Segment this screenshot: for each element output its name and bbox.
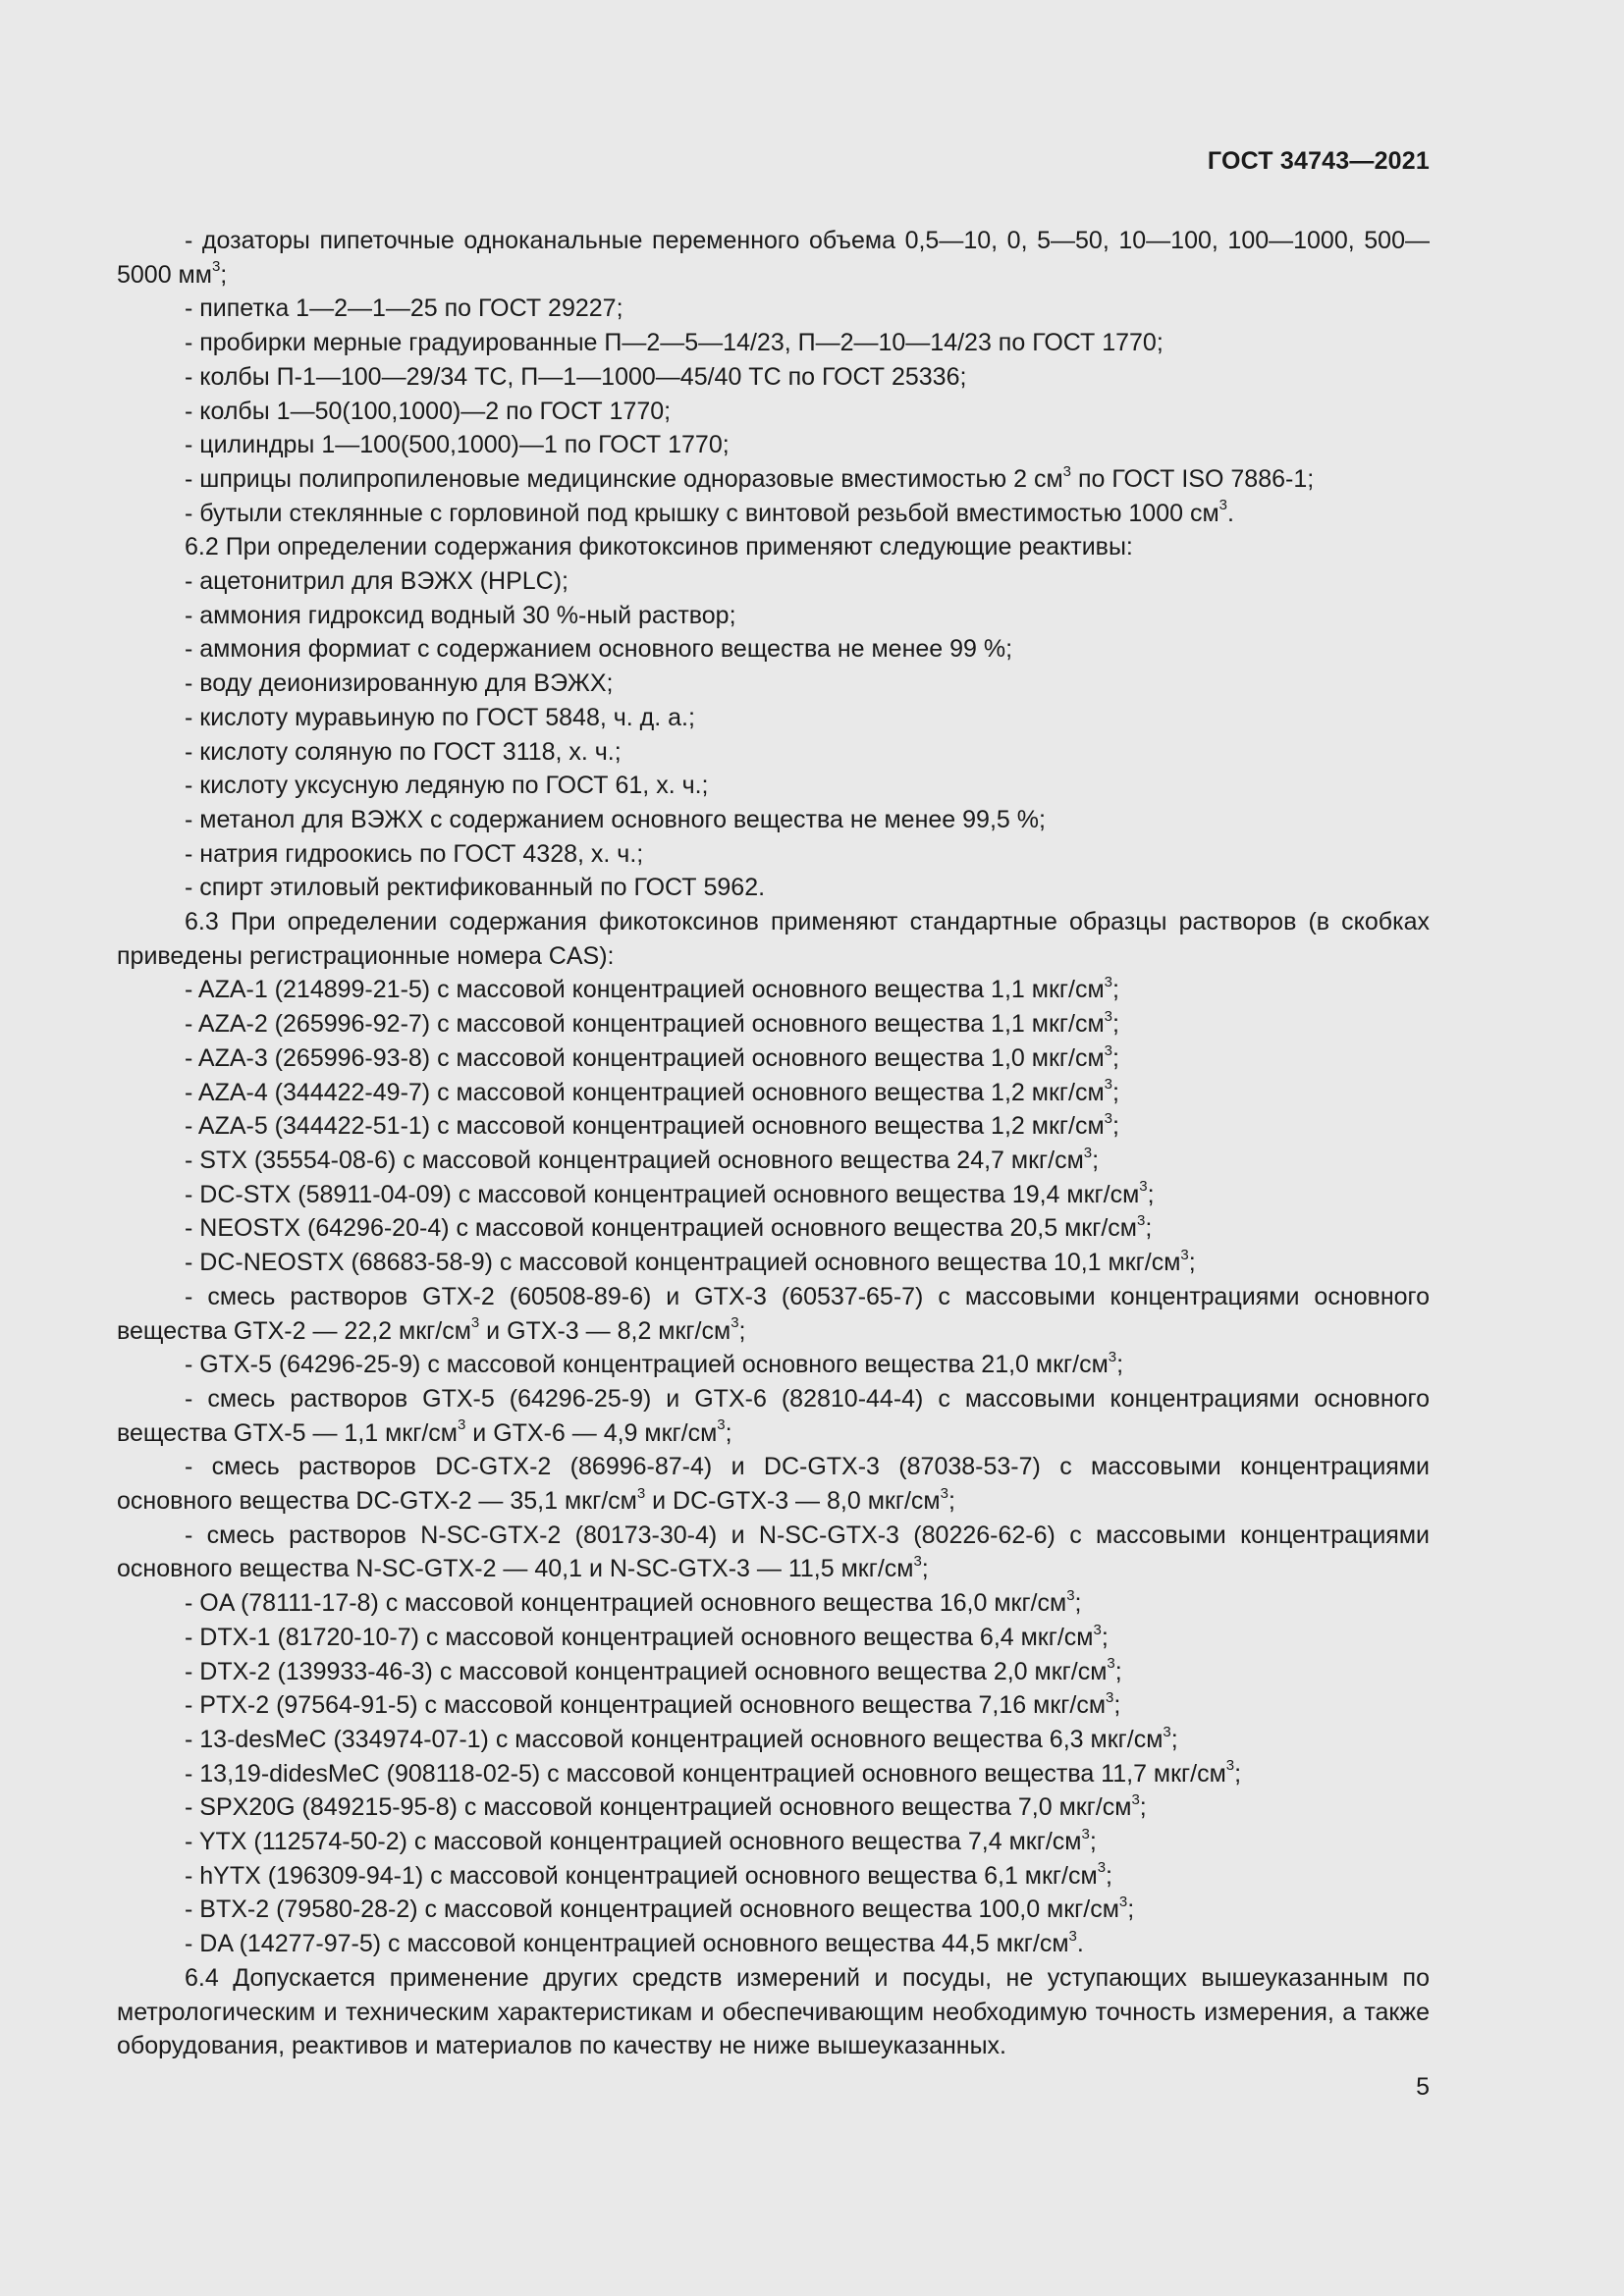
paragraph: - 13,19-didesMeC (908118-02-5) с массовой концентрацией основного вещества 11,7 мкг/$см^3$; — [185, 1757, 1242, 1788]
paragraph: - метанол для ВЭЖХ с содержанием основного вещества не менее 99,5 %; — [185, 805, 1046, 833]
paragraph: - смесь растворов GTX-5 (64296-25-9) и GTX-6 (82810-44-4) с массовыми концентрациями основного вещества GTX-5 — 1,1 мкг/$см^3$ и GTX-6 — 4,9 мкг/$см^3$; — [117, 1384, 1430, 1447]
paragraph: - hYTX (196309-94-1) с массовой концентрацией основного вещества 6,1 мкг/$см^3$; — [185, 1859, 1112, 1890]
document-body — [117, 224, 1430, 2063]
paragraph: - GTX-5 (64296-25-9) с массовой концентрацией основного вещества 21,0 мкг/$см^3$; — [185, 1348, 1124, 1379]
paragraph: - аммония гидроксид водный 30 %-ный раствор; — [185, 601, 736, 629]
paragraph: - AZA-5 (344422-51-1) с массовой концентрацией основного вещества 1,2 мкг/$см^3$; — [185, 1109, 1119, 1141]
paragraph: - дозаторы пипеточные одноканальные переменного объема 0,5—10, 0, 5—50, 10—100, 100—1000, 500—5000 $мм^3$; — [117, 227, 1430, 289]
paragraph: - смесь растворов N-SC-GTX-2 (80173-30-4) и N-SC-GTX-3 (80226-62-6) с массовыми концентрациями основного вещества N-SC-GTX-2 — 40,1 и N-SC-GTX-3 — 11,5 мкг/$см^3$; — [117, 1521, 1430, 1583]
paragraph: - кислоту муравьиную по ГОСТ 5848, ч. д. а.; — [185, 703, 695, 731]
paragraph: - STX (35554-08-6) с массовой концентрацией основного вещества 24,7 мкг/$см^3$; — [185, 1144, 1100, 1174]
paragraph: 6.4 Допускается применение других средств измерений и посуды, не уступающих вышеуказанным по метрологическим и техническим характеристикам и обеспечивающим необходимую точность измерения, а также оборудования, реактивов и материалов по качеству не ниже вышеуказанных. — [117, 1963, 1430, 2060]
paragraph: - YTX (112574-50-2) с массовой концентрацией основного вещества 7,4 мкг/$см^3$; — [185, 1825, 1097, 1856]
paragraph: - AZA-4 (344422-49-7) с массовой концентрацией основного вещества 1,2 мкг/$см^3$; — [185, 1076, 1119, 1106]
paragraph: - PTX-2 (97564-91-5) с массовой концентрацией основного вещества 7,16 мкг/$см^3$; — [185, 1688, 1121, 1720]
paragraph: - цилиндры 1—100(500,1000)—1 по ГОСТ 1770; — [185, 431, 730, 459]
paragraph: - пипетка 1—2—1—25 по ГОСТ 29227; — [185, 294, 623, 323]
paragraph: - бутыли стеклянные с горловиной под крышку с винтовой резьбой вместимостью 1000 $см^3$. — [185, 497, 1234, 527]
paragraph: - колбы П-1—100—29/34 ТС, П—1—1000—45/40 ТС по ГОСТ 25336; — [185, 362, 967, 391]
paragraph: - пробирки мерные градуированные П—2—5—14/23, П—2—10—14/23 по ГОСТ 1770; — [185, 329, 1164, 357]
paragraph: - воду деионизированную для ВЭЖХ; — [185, 669, 614, 698]
paragraph: - NEOSTX (64296-20-4) с массовой концентрацией основного вещества 20,5 мкг/$см^3$; — [185, 1212, 1153, 1243]
paragraph: - аммония формиат с содержанием основного вещества не менее 99 %; — [185, 635, 1013, 664]
paragraph: - смесь растворов DC-GTX-2 (86996-87-4) и DC-GTX-3 (87038-53-7) с массовыми концентрациями основного вещества DC-GTX-2 — 35,1 мкг/$см^3$ и DC-GTX-3 — 8,0 мкг/$см^3$; — [117, 1453, 1430, 1516]
paragraph: - кислоту уксусную ледяную по ГОСТ 61, х. ч.; — [185, 772, 709, 800]
document-header: ГОСТ 34743—2021 — [1207, 147, 1430, 175]
page-number: 5 — [1416, 2073, 1430, 2101]
paragraph: - ацетонитрил для ВЭЖХ (HPLC); — [185, 567, 568, 596]
paragraph: - DC-STX (58911-04-09) с массовой концентрацией основного вещества 19,4 мкг/$см^3$; — [185, 1178, 1155, 1208]
paragraph: - SPX20G (849215-95-8) с массовой концентрацией основного вещества 7,0 мкг/$см^3$; — [185, 1791, 1147, 1822]
paragraph: - OA (78111-17-8) с массовой концентрацией основного вещества 16,0 мкг/$см^3$; — [185, 1586, 1082, 1618]
paragraph: - шприцы полипропиленовые медицинские одноразовые вместимостью 2 $см^3$ по ГОСТ ISO 7886-1; — [185, 462, 1315, 493]
paragraph: - колбы 1—50(100,1000)—2 по ГОСТ 1770; — [185, 397, 672, 425]
paragraph: - BTX-2 (79580-28-2) с массовой концентрацией основного вещества 100,0 мкг/$см^3$; — [185, 1894, 1135, 1924]
paragraph: - AZA-1 (214899-21-5) с массовой концентрацией основного вещества 1,1 мкг/$см^3$; — [185, 974, 1119, 1004]
paragraph: - кислоту соляную по ГОСТ 3118, х. ч.; — [185, 737, 622, 766]
paragraph: - AZA-3 (265996-93-8) с массовой концентрацией основного вещества 1,0 мкг/$см^3$; — [185, 1041, 1119, 1072]
paragraph: - 13-desMeC (334974-07-1) с массовой концентрацией основного вещества 6,3 мкг/$см^3$; — [185, 1723, 1178, 1753]
paragraph: - DTX-2 (139933-46-3) с массовой концентрацией основного вещества 2,0 мкг/$см^3$; — [185, 1655, 1122, 1685]
paragraph: - DTX-1 (81720-10-7) с массовой концентрацией основного вещества 6,4 мкг/$см^3$; — [185, 1621, 1109, 1651]
paragraph: - DA (14277-97-5) с массовой концентрацией основного вещества 44,5 мкг/$см^3$. — [185, 1927, 1084, 1958]
paragraph: 6.3 При определении содержания фикотоксинов применяют стандартные образцы растворов (в скобках приведены регистрационные номера CAS): — [117, 908, 1430, 970]
paragraph: - спирт этиловый ректификованный по ГОСТ 5962. — [185, 874, 766, 902]
paragraph: 6.2 При определении содержания фикотоксинов применяют следующие реактивы: — [185, 533, 1133, 561]
paragraph: - AZA-2 (265996-92-7) с массовой концентрацией основного вещества 1,1 мкг/$см^3$; — [185, 1007, 1119, 1039]
paragraph: - смесь растворов GTX-2 (60508-89-6) и GTX-3 (60537-65-7) с массовыми концентрациями основного вещества GTX-2 — 22,2 мкг/$см^3$ и GTX-3 — 8,2 мкг/$см^3$; — [117, 1282, 1430, 1345]
paragraph: - DC-NEOSTX (68683-58-9) с массовой концентрацией основного вещества 10,1 мкг/$см^3$; — [185, 1246, 1196, 1277]
paragraph: - натрия гидроокись по ГОСТ 4328, х. ч.; — [185, 839, 644, 868]
